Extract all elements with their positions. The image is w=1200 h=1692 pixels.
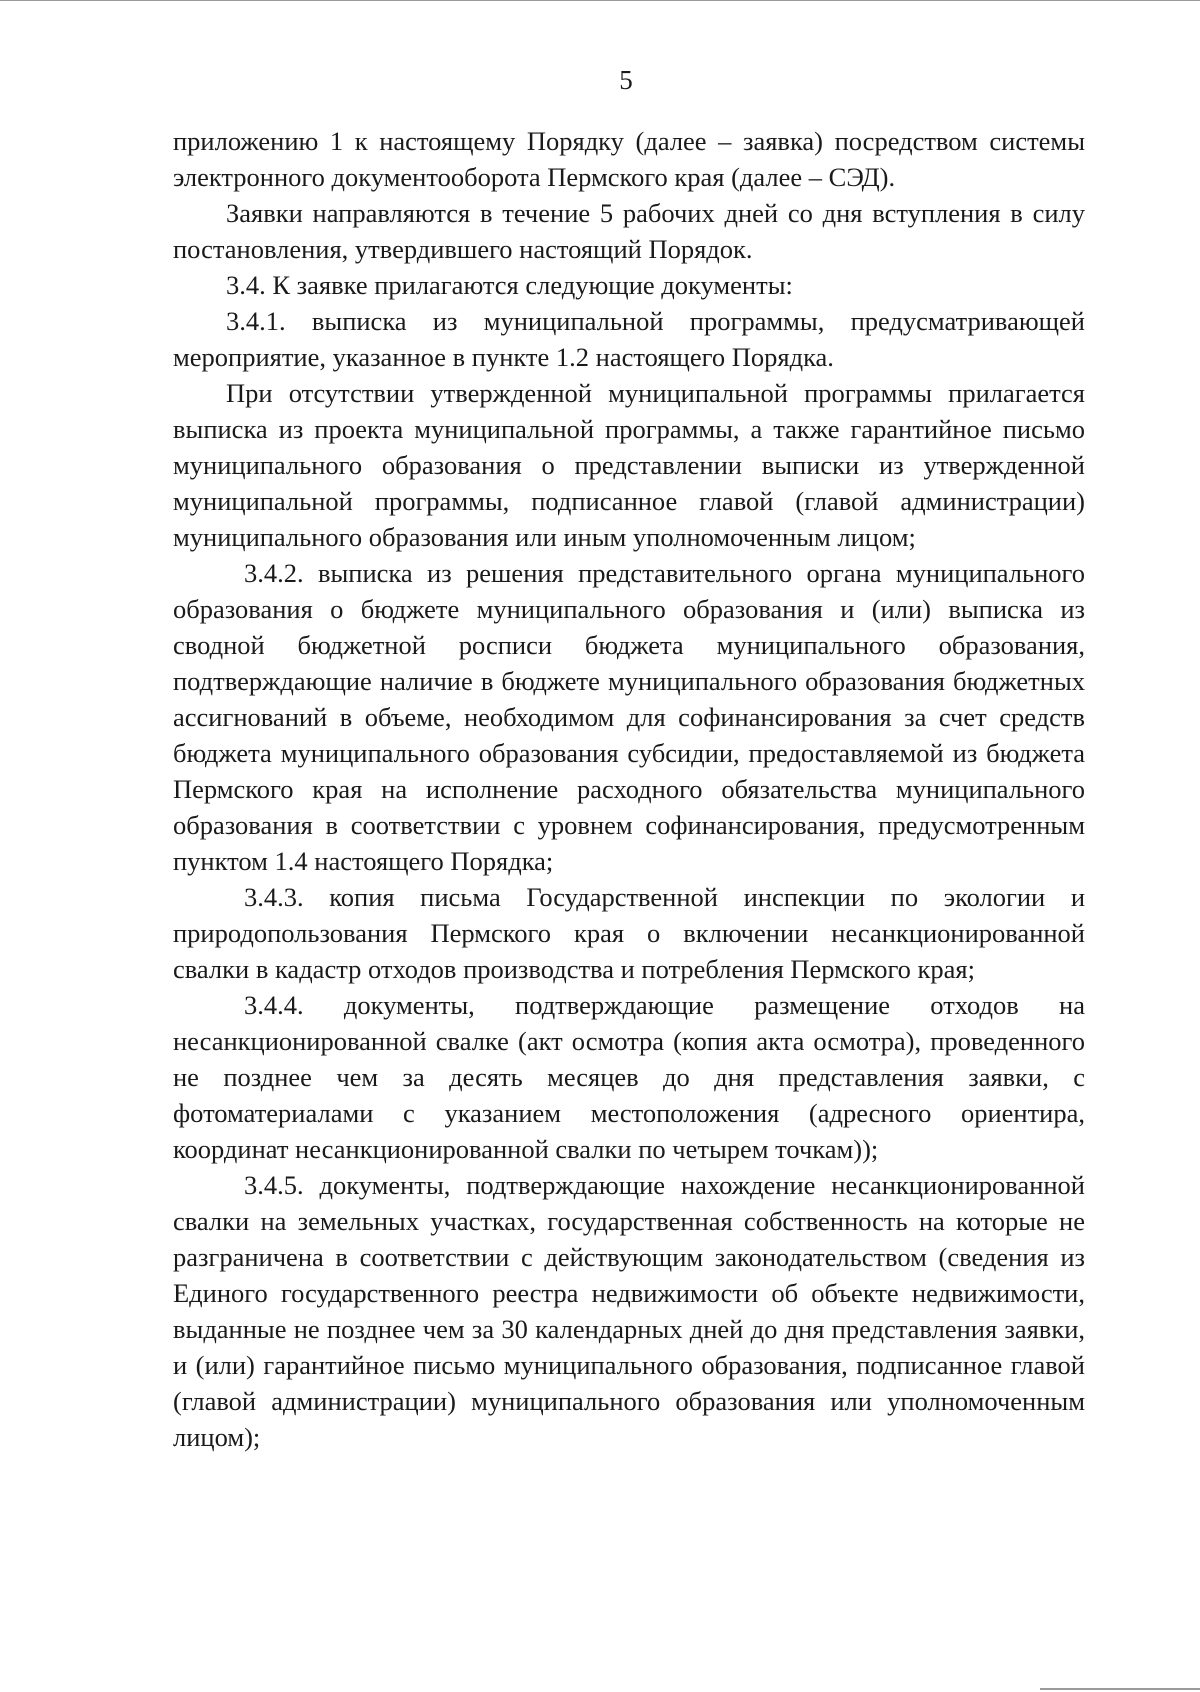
paragraph-3-4-2: 3.4.2. выписка из решения представительного органа муниципального образования о бюджете муниципального образования и (или) выписка из сводной бюджетной росписи бюджета муниципального образования, подтверждающие наличие в бюджете муниципального образования бюджетных ассигнований в объеме, необходимом для софинансирования за счет средств бюджета муниципального образования субсидии, предоставляемой из бюджета Пермского края на исполнение расходного обязательства муниципального образования в соответствии с уровнем софинансирования, предусмотренным пунктом 1.4 настоящего Порядка; bbox=[173, 558, 1085, 876]
paragraph-continuation: приложению 1 к настоящему Порядку (далее – заявка) посредством системы электронного документооборота Пермского края (далее – СЭД). bbox=[173, 126, 1085, 192]
scan-edge-mark-bottom bbox=[1040, 1688, 1200, 1690]
paragraph-3-4-heading: 3.4. К заявке прилагаются следующие документы: bbox=[226, 270, 793, 300]
document-body bbox=[173, 123, 1085, 1455]
scan-edge-mark-top bbox=[0, 0, 1200, 1]
paragraph-3-4-4: 3.4.4. документы, подтверждающие размещение отходов на несанкционированной свалке (акт осмотра (копия акта осмотра), проведенного не позднее чем за десять месяцев до дня представления заявки, с фотоматериалами с указанием местоположения (адресного ориентира, координат несанкционированной свалки по четырем точкам)); bbox=[173, 990, 1085, 1164]
paragraph-3-4-5: 3.4.5. документы, подтверждающие нахождение несанкционированной свалки на земельных участках, государственная собственность на которые не разграничена в соответствии с действующим законодательством (сведения из Единого государственного реестра недвижимости об объекте недвижимости, выданные не позднее чем за 30 календарных дней до дня представления заявки, и (или) гарантийное письмо муниципального образования, подписанное главой (главой администрации) муниципального образования или уполномоченным лицом); bbox=[173, 1170, 1085, 1452]
paragraph-3-4-1: 3.4.1. выписка из муниципальной программы, предусматривающей мероприятие, указанное в пункте 1.2 настоящего Порядка. bbox=[173, 306, 1085, 372]
paragraph-3-4-3: 3.4.3. копия письма Государственной инспекции по экологии и природопользования Пермского края о включении несанкционированной свалки в кадастр отходов производства и потребления Пермского края; bbox=[173, 882, 1085, 984]
page-number: 5 bbox=[619, 65, 633, 95]
paragraph-no-program: При отсутствии утвержденной муниципальной программы прилагается выписка из проекта муниципальной программы, а также гарантийное письмо муниципального образования о представлении выписки из утвержденной муниципальной программы, подписанное главой (главой администрации) муниципального образования или иным уполномоченным лицом; bbox=[173, 378, 1085, 552]
paragraph-submission-deadline: Заявки направляются в течение 5 рабочих дней со дня вступления в силу постановления, утвердившего настоящий Порядок. bbox=[173, 198, 1085, 264]
